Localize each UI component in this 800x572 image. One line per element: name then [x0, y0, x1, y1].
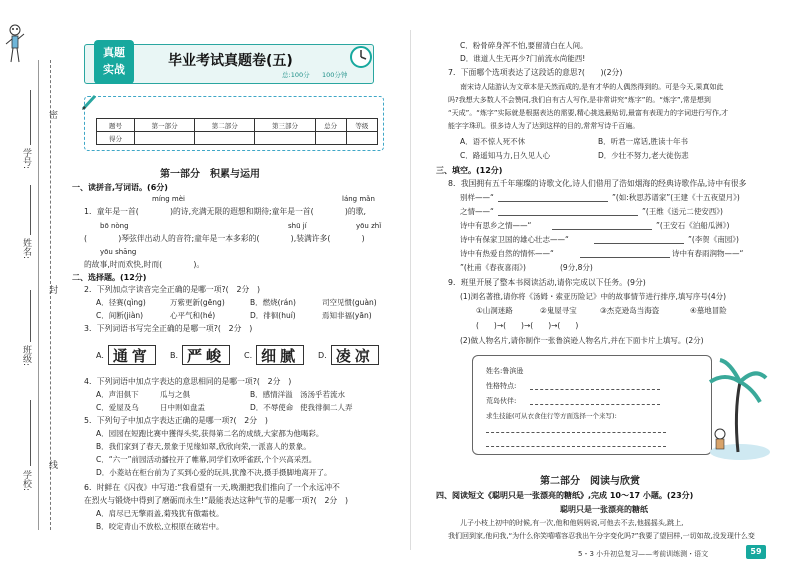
- fill-blank[interactable]: 诗中有热爱自然的情怀——“: [460, 249, 554, 258]
- badge-line2: 实战: [103, 63, 125, 76]
- fill-source: ”(李贺《南园》): [688, 235, 739, 244]
- field-name[interactable]: [30, 185, 31, 235]
- story-step: ④墓地冒险: [690, 306, 727, 315]
- seal-marker-mi: 密: [47, 110, 57, 119]
- option[interactable]: D．徘徊(huí): [250, 311, 296, 320]
- part1-title: 第一部分 积累与运用: [160, 169, 260, 180]
- blank-line[interactable]: [580, 257, 670, 258]
- option[interactable]: [244, 345, 304, 365]
- mascot-icon: [4, 22, 26, 64]
- pinyin: bō nòng: [100, 222, 129, 230]
- story-step: ③杰克逊岛当海盗: [600, 306, 660, 315]
- fill-blank[interactable]: 诗中有思乡之情——“: [460, 221, 532, 230]
- pinyin: yōu zhǐ: [356, 222, 382, 230]
- card-field-companion: 荒岛伙伴:: [486, 397, 517, 405]
- blank-line[interactable]: [498, 215, 638, 216]
- seal-marker-feng: 封: [47, 285, 57, 294]
- margin-rule: [38, 60, 39, 530]
- table-cell: 题号: [97, 119, 135, 132]
- part2-title: 第二部分 阅读与欣赏: [540, 476, 640, 487]
- table-cell: 第二部分: [195, 119, 255, 132]
- question-9-2: (2)做人物名片,请你制作一张鲁滨逊人物名片,并在下面卡片上填写。(2分): [460, 336, 704, 345]
- option-letter: C.: [244, 350, 253, 360]
- badge-line1: 真题: [103, 46, 125, 59]
- option[interactable]: B．听君一席话,胜读十年书: [598, 137, 689, 146]
- word-box: 严峻: [182, 345, 230, 365]
- option[interactable]: C．“六一”前园活动播拉开了帷幕,同学们欢呼雀跃,个个兴高采烈。: [96, 455, 317, 464]
- word-box: 通宵: [108, 345, 156, 365]
- question-9: 9．班里开展了整本书阅读活动,请你完成以下任务。(9分): [448, 278, 646, 287]
- table-cell: 第三部分: [255, 119, 315, 132]
- fill-blank[interactable]: 诗中有保家卫国的雄心壮志——“: [460, 235, 569, 244]
- option-detail: 日中则如盘盂: [160, 403, 205, 412]
- option[interactable]: C．爱屋及乌: [96, 403, 139, 412]
- option[interactable]: B．咬定青山不放松,立根原在破岩中。: [96, 522, 224, 531]
- option[interactable]: B．我们家到了春天,景象于见缘如翠,欣欣向荣,一派喜人的景象。: [96, 442, 311, 451]
- exam-timer: 100分钟: [322, 71, 348, 79]
- table-row: [97, 132, 378, 145]
- story-line: 儿子小枝上初中的时候,有一次,他和他妈妈说,可他去不去,他摇摇头,跳上,: [460, 519, 684, 527]
- blank-line[interactable]: [498, 201, 608, 202]
- option-detail: 心平气和(hé): [170, 311, 216, 320]
- option-detail: 瓜与之俱: [160, 390, 190, 399]
- pinyin: shū jí: [288, 222, 307, 230]
- card-trait-line[interactable]: [530, 389, 660, 390]
- table-cell: 总分: [315, 119, 346, 132]
- section4-heading: 四、阅读短文《聪明只是一张漂亮的糖纸》,完成 10～17 小题。(23分): [436, 491, 694, 500]
- table-cell: 等级: [346, 119, 377, 132]
- option-detail: 焉知非福(yān): [322, 311, 372, 320]
- table-row: [97, 119, 378, 132]
- question-8: 8．我国拥有五千年璀璨的诗歌文化,诗人们借用了浩如烟海的经典诗歌作品,诗中有很多: [448, 179, 747, 188]
- card-skill-line[interactable]: [486, 432, 666, 433]
- passage-line: 南宋诗人陆游认为文章本是天然而成的,是有才华的人偶然得到的。可是今天,果真如此: [460, 83, 724, 91]
- card-field-skill: 求生技能(可从衣食住行等方面选择一个来写):: [486, 412, 617, 420]
- word-box: 细腻: [256, 345, 304, 365]
- passage-line: “天成”。“炼字”实际就是根据表达的需要,精心挑选最贴切,最富有表现力的字词进行写作,才: [448, 109, 729, 117]
- footer-text: 5・3 小升初总复习——考前训练测・语文: [578, 550, 709, 558]
- question-7: 7．下面哪个选项表达了这段话的意思?( )(2分): [448, 68, 623, 77]
- question-text: ( )琴弦伴出动人的音符;童年是一本多彩的( ),装满许多( ): [84, 234, 365, 243]
- table-cell: 第一部分: [135, 119, 195, 132]
- field-school[interactable]: [30, 400, 31, 466]
- fill-source: ”(王维《送元二使安西》): [642, 207, 723, 216]
- label-name: 姓名:: [21, 238, 31, 260]
- section3-heading: 三、填空。(12分): [436, 166, 503, 175]
- option-detail: 万紫更新(gēng): [170, 298, 225, 307]
- card-skill-line[interactable]: [486, 446, 666, 447]
- score-note: (9分,8分): [560, 263, 593, 272]
- option-letter: B.: [170, 350, 179, 360]
- question-text: 1．童年是一首( )的诗,充满无限的遐想和期待;童年是一首( )的歌,: [84, 207, 367, 216]
- story-step: ①山洞迷路: [476, 306, 513, 315]
- option[interactable]: A．声泪俱下: [96, 390, 139, 399]
- card-companion-line[interactable]: [530, 404, 660, 405]
- blank-line[interactable]: [552, 229, 652, 230]
- fill-blank[interactable]: 诗中有春雨润物——“: [672, 249, 744, 258]
- question-text: 的故事,时而欢快,时而( )。: [84, 260, 205, 269]
- label-class: 班级:: [21, 345, 31, 367]
- score-table: [96, 118, 378, 145]
- fill-source: ”(王安石《泊船瓜洲》): [656, 221, 730, 230]
- option-letter: D.: [318, 350, 327, 360]
- label-school: 学校:: [21, 470, 31, 492]
- option[interactable]: C．路遥知马力,日久见人心: [460, 151, 551, 160]
- question-5: 5．下列句子中加点字表达正确的是哪一项?( 2分 ): [84, 416, 268, 425]
- option[interactable]: C．粉骨碎身浑不怕,要留清白在人间。: [460, 41, 588, 50]
- story-line: 我们回到家,他问我,“为什么你笑嘻嘻容忍我出午分字变化吗?”我要了望回样,一切如故,没发现什么变: [448, 532, 755, 540]
- question-3: 3．下列词语书写完全正确的是哪一项?( 2分 ): [84, 324, 253, 333]
- ordering-input[interactable]: ( )→( )→( )→( ): [476, 321, 579, 330]
- option[interactable]: D．少壮不努力,老大徒伤悲: [598, 151, 689, 160]
- option[interactable]: D．小菱站在柜台前为了买到心爱的玩具,犹豫不决,摄手摄脚地离开了。: [96, 468, 332, 477]
- pencil-icon: [80, 92, 100, 114]
- exam-score-total: 总:100分: [282, 71, 310, 79]
- card-field-trait: 性格特点:: [486, 382, 517, 390]
- option[interactable]: D．谁道人生无再少?门前流水尚能西!: [460, 54, 586, 63]
- fill-source: ”(杜甫《春夜喜雨》): [460, 263, 526, 272]
- header-badge: [94, 40, 134, 84]
- story-title: 聪明只是一张漂亮的糖纸: [560, 505, 648, 514]
- option-detail: 使我徘徊二人弄: [300, 403, 353, 412]
- option[interactable]: C．间断(jiàn): [96, 311, 144, 320]
- question-2: 2．下列加点字读音完全正确的是哪一项?( 2分 ): [84, 285, 261, 294]
- option[interactable]: [170, 345, 230, 365]
- label-student-id: 学号:: [21, 148, 31, 170]
- option-letter: A.: [96, 350, 104, 360]
- option[interactable]: B．燃烧(rán): [250, 298, 296, 307]
- passage-line: 能字字珠玑。很多诗人为了达到这样的目的,常常写诗千百遍。: [448, 122, 640, 130]
- blank-line[interactable]: [594, 243, 684, 244]
- option[interactable]: A．园园在短跑比赛中獲得头奖,获得第二名的成绩,大家都为他喝彩。: [96, 429, 324, 438]
- option[interactable]: D．不辱使命: [250, 403, 294, 412]
- section2-heading: 二、选择题。(12分): [72, 273, 147, 282]
- field-class[interactable]: [30, 290, 31, 342]
- pinyin: míng mèi: [152, 195, 185, 203]
- pinyin: yōu shāng: [100, 248, 137, 256]
- score-input[interactable]: [255, 132, 315, 145]
- section1-heading: 一、读拼音,写词语。(6分): [72, 183, 168, 192]
- score-input[interactable]: [346, 132, 377, 145]
- fill-source: ”(如:秋思苏谱家”(王建《十五夜望月》): [612, 193, 740, 202]
- option-detail: 司空见惯(guàn): [322, 298, 377, 307]
- option[interactable]: A．径赛(qìng): [96, 298, 146, 307]
- page-number: 59: [746, 545, 766, 559]
- word-box: 凌凉: [331, 345, 379, 365]
- option[interactable]: A．肩尽已无擎雨盖,菊残犹有傲霜枝。: [96, 509, 224, 518]
- passage-line: 吗?我想大多数人不会赞同,我们自有古人写作,是非常讲究“炼字”的。“炼字”,常是想到: [448, 96, 711, 104]
- fill-blank[interactable]: 别样——“: [460, 193, 494, 202]
- page-gutter: [410, 30, 411, 550]
- fill-blank[interactable]: 之情——“: [460, 207, 494, 216]
- option[interactable]: [96, 345, 156, 365]
- page-title: 毕业考试真题卷(五): [168, 53, 293, 69]
- story-step: ②鬼屋寻宝: [540, 306, 577, 315]
- card-field-name: 姓名:鲁滨逊: [486, 367, 524, 375]
- score-input[interactable]: [135, 132, 195, 145]
- option[interactable]: A．语不惊人死不休: [460, 137, 526, 146]
- palm-island-icon: [700, 352, 770, 462]
- option[interactable]: [318, 345, 379, 365]
- question-6-cont: 在烈火与锻烧中得到了磨砺而永生!”最能表达这种气节的是哪一项?( 2分 ): [84, 496, 349, 505]
- question-9-1: (1)浏名著推,请你将《汤姆・索亚历险记》中的故事情节进行排序,填写序号(4分): [460, 292, 727, 301]
- table-cell: 得分: [97, 132, 135, 145]
- question-4: 4．下列词语中加点字表达的意思相同的是哪一项?( 2分 ): [84, 377, 292, 386]
- field-student-id[interactable]: [30, 90, 31, 145]
- seal-marker-xian: 线: [47, 460, 57, 469]
- question-6: 6．时鲜在《闪夜》中写道:“我看望有一天,晚潮把我们推向了一个永远冲不: [84, 483, 340, 492]
- score-input[interactable]: [315, 132, 346, 145]
- clock-icon: [348, 44, 374, 70]
- pinyin: láng mǎn: [342, 195, 375, 203]
- option[interactable]: B．感情洋溢: [250, 390, 293, 399]
- option-detail: 汤汤乎若流水: [300, 390, 345, 399]
- score-input[interactable]: [195, 132, 255, 145]
